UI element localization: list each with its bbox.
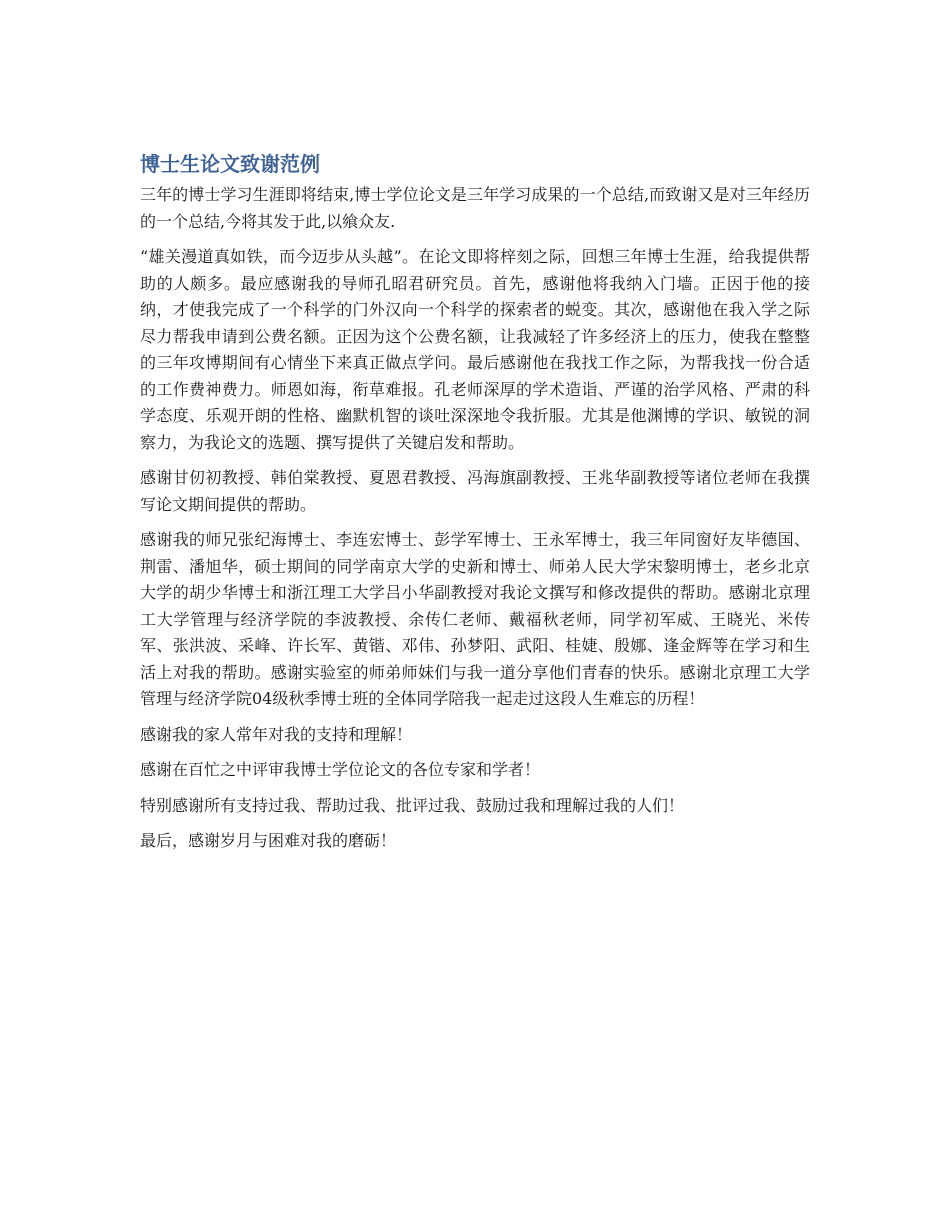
paragraph-classmates: 感谢我的师兄张纪海博士、李连宏博士、彭学军博士、王永军博士，我三年同窗好友毕德国、荆雷、潘旭华，硕士期间的同学南京大学的史新和博士、师弟人民大学宋黎明博士，老乡北京大学的胡少华博士和浙江理工大学吕小华副教授对我论文撰写和修改提供的帮助。感谢北京理工大学管理与经济学院的李波教授、余传仁老师、戴福秋老师，同学初军威、王晓光、米传军、张洪波、采峰、许长军、黄锴、邓伟、孙梦阳、武阳、桂婕、殷娜、逢金辉等在学习和生活上对我的帮助。感谢实验室的师弟师妹们与我一道分享他们青春的快乐。感谢北京理工大学管理与经济学院04级秋季博士班的全体同学陪我一起走过这段人生难忘的历程！ xyxy=(140,530,810,708)
paragraph-professors: 感谢甘仞初教授、韩伯棠教授、夏恩君教授、冯海旗副教授、王兆华副教授等诸位老师在我撰写论文期间提供的帮助。 xyxy=(140,468,810,514)
paragraph-closing: 最后，感谢岁月与困难对我的磨砺！ xyxy=(140,831,397,850)
paragraph-reviewers: 感谢在百忙之中评审我博士学位论文的各位专家和学者！ xyxy=(140,760,541,779)
paragraph-advisor: “雄关漫道真如铁，而今迈步从头越”。在论文即将梓刻之际，回想三年博士生涯，给我提供帮助的人颇多。最应感谢我的导师孔昭君研究员。首先，感谢他将我纳入门墙。正因于他的接纳，才使我完成了一个科学的门外汉向一个科学的探索者的蜕变。其次，感谢他在我入学之际尽力帮我申请到公费名额。正因为这个公费名额，让我减轻了许多经济上的压力，使我在整整的三年攻博期间有心情坐下来真正做点学问。最后感谢他在我找工作之际，为帮我找一份合适的工作费神费力。师恩如海，衔草难报。孔老师深厚的学术造诣、严谨的治学风格、严肃的科学态度、乐观开朗的性格、幽默机智的谈吐深深地令我折服。尤其是他渊博的学识、敏锐的洞察力，为我论文的选题、撰写提供了关键启发和帮助。 xyxy=(140,247,810,452)
paragraph-everyone: 特别感谢所有支持过我、帮助过我、批评过我、鼓励过我和理解过我的人们！ xyxy=(140,795,685,815)
paragraph-family: 感谢我的家人常年对我的支持和理解！ xyxy=(140,724,413,744)
document-title: 博士生论文致谢范例 xyxy=(140,152,320,176)
document-page xyxy=(140,148,810,864)
paragraph-intro: 三年的博士学习生涯即将结束,博士学位论文是三年学习成果的一个总结,而致谢又是对三年经历的一个总结,今将其发于此,以飨众友. xyxy=(140,185,810,231)
